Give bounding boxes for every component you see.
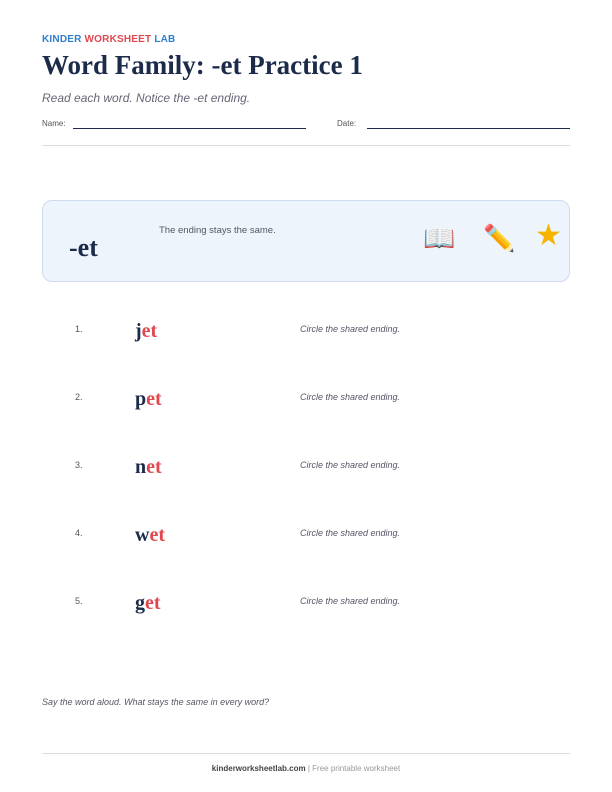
footer-prompt: Say the word aloud. What stays the same in every word? xyxy=(42,697,270,707)
item-word xyxy=(135,592,161,615)
footer-site-link[interactable]: kinderworksheetlab.com xyxy=(211,764,306,773)
list-item xyxy=(0,320,612,350)
book-icon: 📖 xyxy=(423,223,456,253)
brand-logo xyxy=(42,34,175,45)
name-write-line[interactable] xyxy=(73,128,306,129)
item-number: 4. xyxy=(75,528,83,538)
brand-lab: LAB xyxy=(154,34,176,45)
word-onset: n xyxy=(135,456,147,478)
date-write-line[interactable] xyxy=(367,128,570,129)
name-label: Name: xyxy=(42,119,66,128)
item-hint: Circle the shared ending. xyxy=(300,324,401,334)
item-number: 5. xyxy=(75,596,83,606)
item-number: 3. xyxy=(75,460,83,470)
word-ending[interactable]: et xyxy=(146,388,162,410)
page-title: Word Family: -et Practice 1 xyxy=(42,50,363,80)
word-onset: g xyxy=(135,592,145,614)
word-ending[interactable]: et xyxy=(149,524,165,546)
word-onset: w xyxy=(135,524,150,546)
pencil-icon: ✏️ xyxy=(483,223,516,253)
star-icon: ★ xyxy=(535,219,562,252)
list-item xyxy=(0,456,612,486)
item-word xyxy=(135,320,157,343)
date-label: Date: xyxy=(337,119,357,128)
list-item xyxy=(0,524,612,554)
item-word xyxy=(135,524,165,547)
item-word xyxy=(135,456,162,479)
brand-kinder: KINDER xyxy=(42,34,82,45)
footer-divider xyxy=(42,753,570,754)
word-onset: p xyxy=(135,388,147,410)
word-family-panel xyxy=(42,200,570,282)
header-divider xyxy=(42,145,570,146)
word-onset: j xyxy=(135,320,142,342)
item-hint: Circle the shared ending. xyxy=(300,596,401,606)
footer-tagline: Free printable worksheet xyxy=(312,764,401,773)
page-footer xyxy=(0,764,612,773)
footer-separator: | xyxy=(307,764,310,773)
list-item xyxy=(0,388,612,418)
word-ending[interactable]: et xyxy=(141,320,158,342)
panel-ending: -et xyxy=(69,233,98,262)
page-subtitle: Read each word. Notice the -et ending. xyxy=(42,91,251,105)
item-number: 2. xyxy=(75,392,83,402)
item-hint: Circle the shared ending. xyxy=(300,528,401,538)
brand-worksheet: WORKSHEET xyxy=(84,34,152,45)
panel-note: The ending stays the same. xyxy=(159,225,276,236)
item-hint: Circle the shared ending. xyxy=(300,460,401,470)
word-ending[interactable]: et xyxy=(145,592,161,614)
item-number: 1. xyxy=(75,324,83,334)
item-hint: Circle the shared ending. xyxy=(300,392,401,402)
word-ending[interactable]: et xyxy=(146,456,162,478)
item-word xyxy=(135,388,162,411)
list-item xyxy=(0,592,612,622)
